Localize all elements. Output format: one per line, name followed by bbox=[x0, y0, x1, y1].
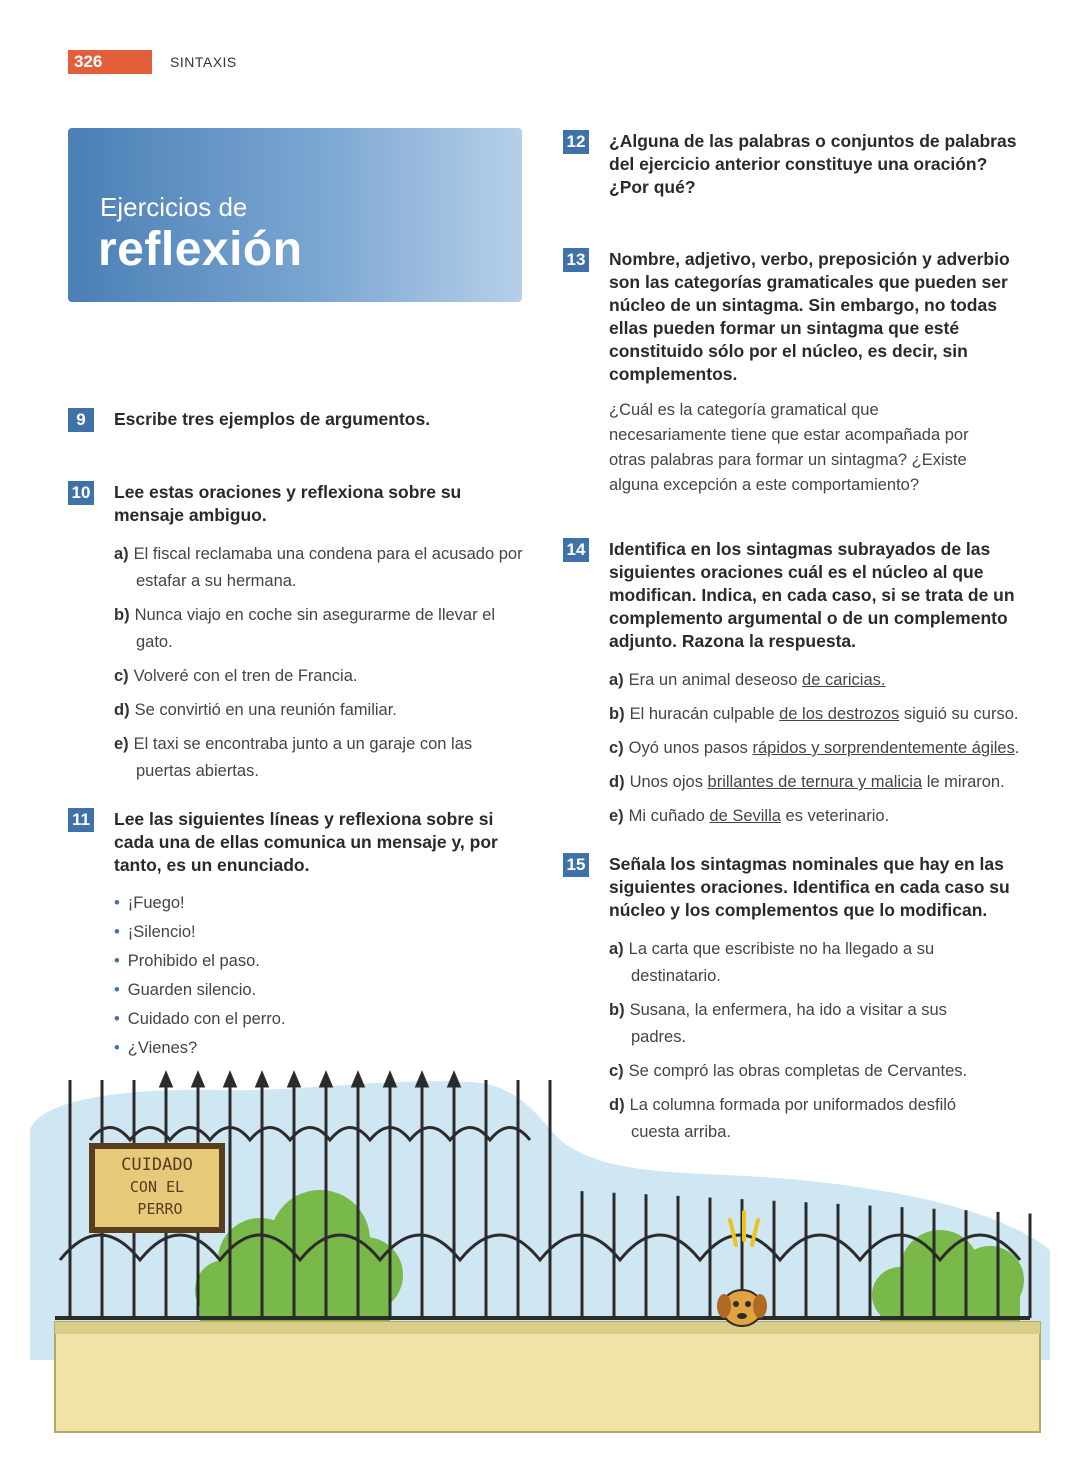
underlined-phrase: de caricias. bbox=[802, 671, 886, 689]
exercise-question: Nombre, adjetivo, verbo, preposición y adverbio son las categorías gramaticales que pueden ser núcleo de un sintagma. Sin embargo, no todas ellas pueden formar un sintagma que esté constituido sólo por el núcleo, es decir, sin complementos. bbox=[609, 249, 1010, 384]
list-item: • Guarden silencio. bbox=[114, 976, 498, 1005]
list-item: a) La carta que escribiste no ha llegado a su destinatario. bbox=[609, 940, 935, 985]
list-item: • ¿Vienes? bbox=[114, 1034, 498, 1063]
list-item: • ¡Fuego! bbox=[114, 889, 498, 918]
underlined-phrase: brillantes de ternura y malicia bbox=[707, 773, 923, 791]
list-item: e) Mi cuñado de Sevilla es veterinario. bbox=[609, 807, 890, 825]
fence-spike bbox=[321, 1074, 331, 1086]
exercise-question: Lee estas oraciones y reflexiona sobre su mensaje ambiguo. bbox=[114, 482, 462, 525]
exercise-question: Lee las siguientes líneas y reflexiona sobre si cada una de ellas comunica un mensaje y, por tanto, es un enunciado. bbox=[114, 809, 498, 875]
exercise-13 bbox=[563, 248, 1023, 498]
exercise-question: Identifica en los sintagmas subrayados de las siguientes oraciones cuál es el núcleo al que modifican. Indica, en cada caso, si se trata de un complemento argumental o de un complemento adjunto. Razona la respuesta. bbox=[609, 539, 1015, 651]
list-item: • Prohibido el paso. bbox=[114, 947, 498, 976]
exercise-number: 9 bbox=[68, 408, 94, 432]
list-item: • Cuidado con el perro. bbox=[114, 1005, 498, 1034]
exercise-question: ¿Alguna de las palabras o conjuntos de palabras del ejercicio anterior constituye una oración? ¿Por qué? bbox=[609, 131, 1017, 197]
exercise-number: 13 bbox=[563, 248, 589, 272]
fence-spike bbox=[193, 1074, 203, 1086]
banner-title: reflexión bbox=[98, 223, 303, 276]
list-item: • ¡Silencio! bbox=[114, 918, 498, 947]
fence-illustration bbox=[0, 1060, 1068, 1483]
sign-line-1: CUIDADO bbox=[121, 1155, 193, 1175]
fence-spike bbox=[449, 1074, 459, 1086]
exercise-question: Escribe tres ejemplos de argumentos. bbox=[114, 409, 431, 429]
list-item: b) Nunca viajo en coche sin asegurarme de llevar el gato. bbox=[114, 606, 496, 651]
underlined-phrase: de Sevilla bbox=[709, 807, 781, 825]
exercise-14 bbox=[563, 538, 1023, 837]
page-number: 326 bbox=[68, 50, 152, 74]
sign-line-2: CON EL bbox=[129, 1178, 185, 1196]
list-item: e) El taxi se encontraba junto a un garaje con las puertas abiertas. bbox=[114, 735, 473, 780]
bullet-list bbox=[114, 889, 498, 1063]
exercise-number: 14 bbox=[563, 538, 589, 562]
sign-line-3: PERRO bbox=[137, 1200, 183, 1218]
banner-subtitle: Ejercicios de bbox=[100, 192, 248, 222]
exercise-10 bbox=[68, 481, 528, 792]
exercise-number: 11 bbox=[68, 808, 94, 832]
exercise-question: Señala los sintagmas nominales que hay en las siguientes oraciones. Identifica en cada caso su núcleo y los complementos que lo modifican. bbox=[609, 854, 1010, 920]
list-item: c) Se compró las obras completas de Cervantes. bbox=[609, 1062, 968, 1080]
exercise-11 bbox=[68, 808, 498, 1063]
list-item: a) El fiscal reclamaba una condena para el acusado por estafar a su hermana. bbox=[114, 545, 523, 590]
list-item: d) Unos ojos brillantes de ternura y malicia le miraron. bbox=[609, 773, 1005, 791]
fence-spike bbox=[289, 1074, 299, 1086]
list-item: c) Volveré con el tren de Francia. bbox=[114, 667, 358, 685]
exercise-number: 15 bbox=[563, 853, 589, 877]
exercise-number: 12 bbox=[563, 130, 589, 154]
list-item: d) Se convirtió en una reunión familiar. bbox=[114, 701, 397, 719]
stone-wall bbox=[55, 1322, 1040, 1432]
sentence-list bbox=[114, 541, 528, 785]
underlined-phrase: de los destrozos bbox=[779, 705, 900, 723]
wall-top bbox=[55, 1322, 1040, 1334]
section-title: SINTAXIS bbox=[170, 54, 237, 70]
list-item: b) El huracán culpable de los destrozos siguió su curso. bbox=[609, 705, 1019, 723]
exercise-number: 10 bbox=[68, 481, 94, 505]
fence-spike bbox=[385, 1074, 395, 1086]
list-item: c) Oyó unos pasos rápidos y sorprendentemente ágiles. bbox=[609, 739, 1020, 757]
list-item: b) Susana, la enfermera, ha ido a visitar a sus padres. bbox=[609, 1001, 947, 1046]
fence-spike bbox=[353, 1074, 363, 1086]
exercise-paragraph: ¿Cuál es la categoría gramatical que necesariamente tiene que estar acompañada por otras palabras para formar un sintagma? ¿Existe alguna excepción a este comportamiento? bbox=[609, 401, 969, 494]
list-item: a) Era un animal deseoso de caricias. bbox=[609, 671, 886, 689]
fence-spike bbox=[161, 1074, 171, 1086]
list-item: d) La columna formada por uniformados desfiló cuesta arriba. bbox=[609, 1096, 957, 1141]
fence-spike bbox=[225, 1074, 235, 1086]
fence-spike bbox=[257, 1074, 267, 1086]
underlined-phrase: rápidos y sorprendentemente ágiles bbox=[752, 739, 1015, 757]
fence-spike bbox=[417, 1074, 427, 1086]
exercise-9 bbox=[68, 408, 528, 431]
exercise-12 bbox=[563, 130, 1023, 199]
sentence-list bbox=[609, 667, 1023, 830]
